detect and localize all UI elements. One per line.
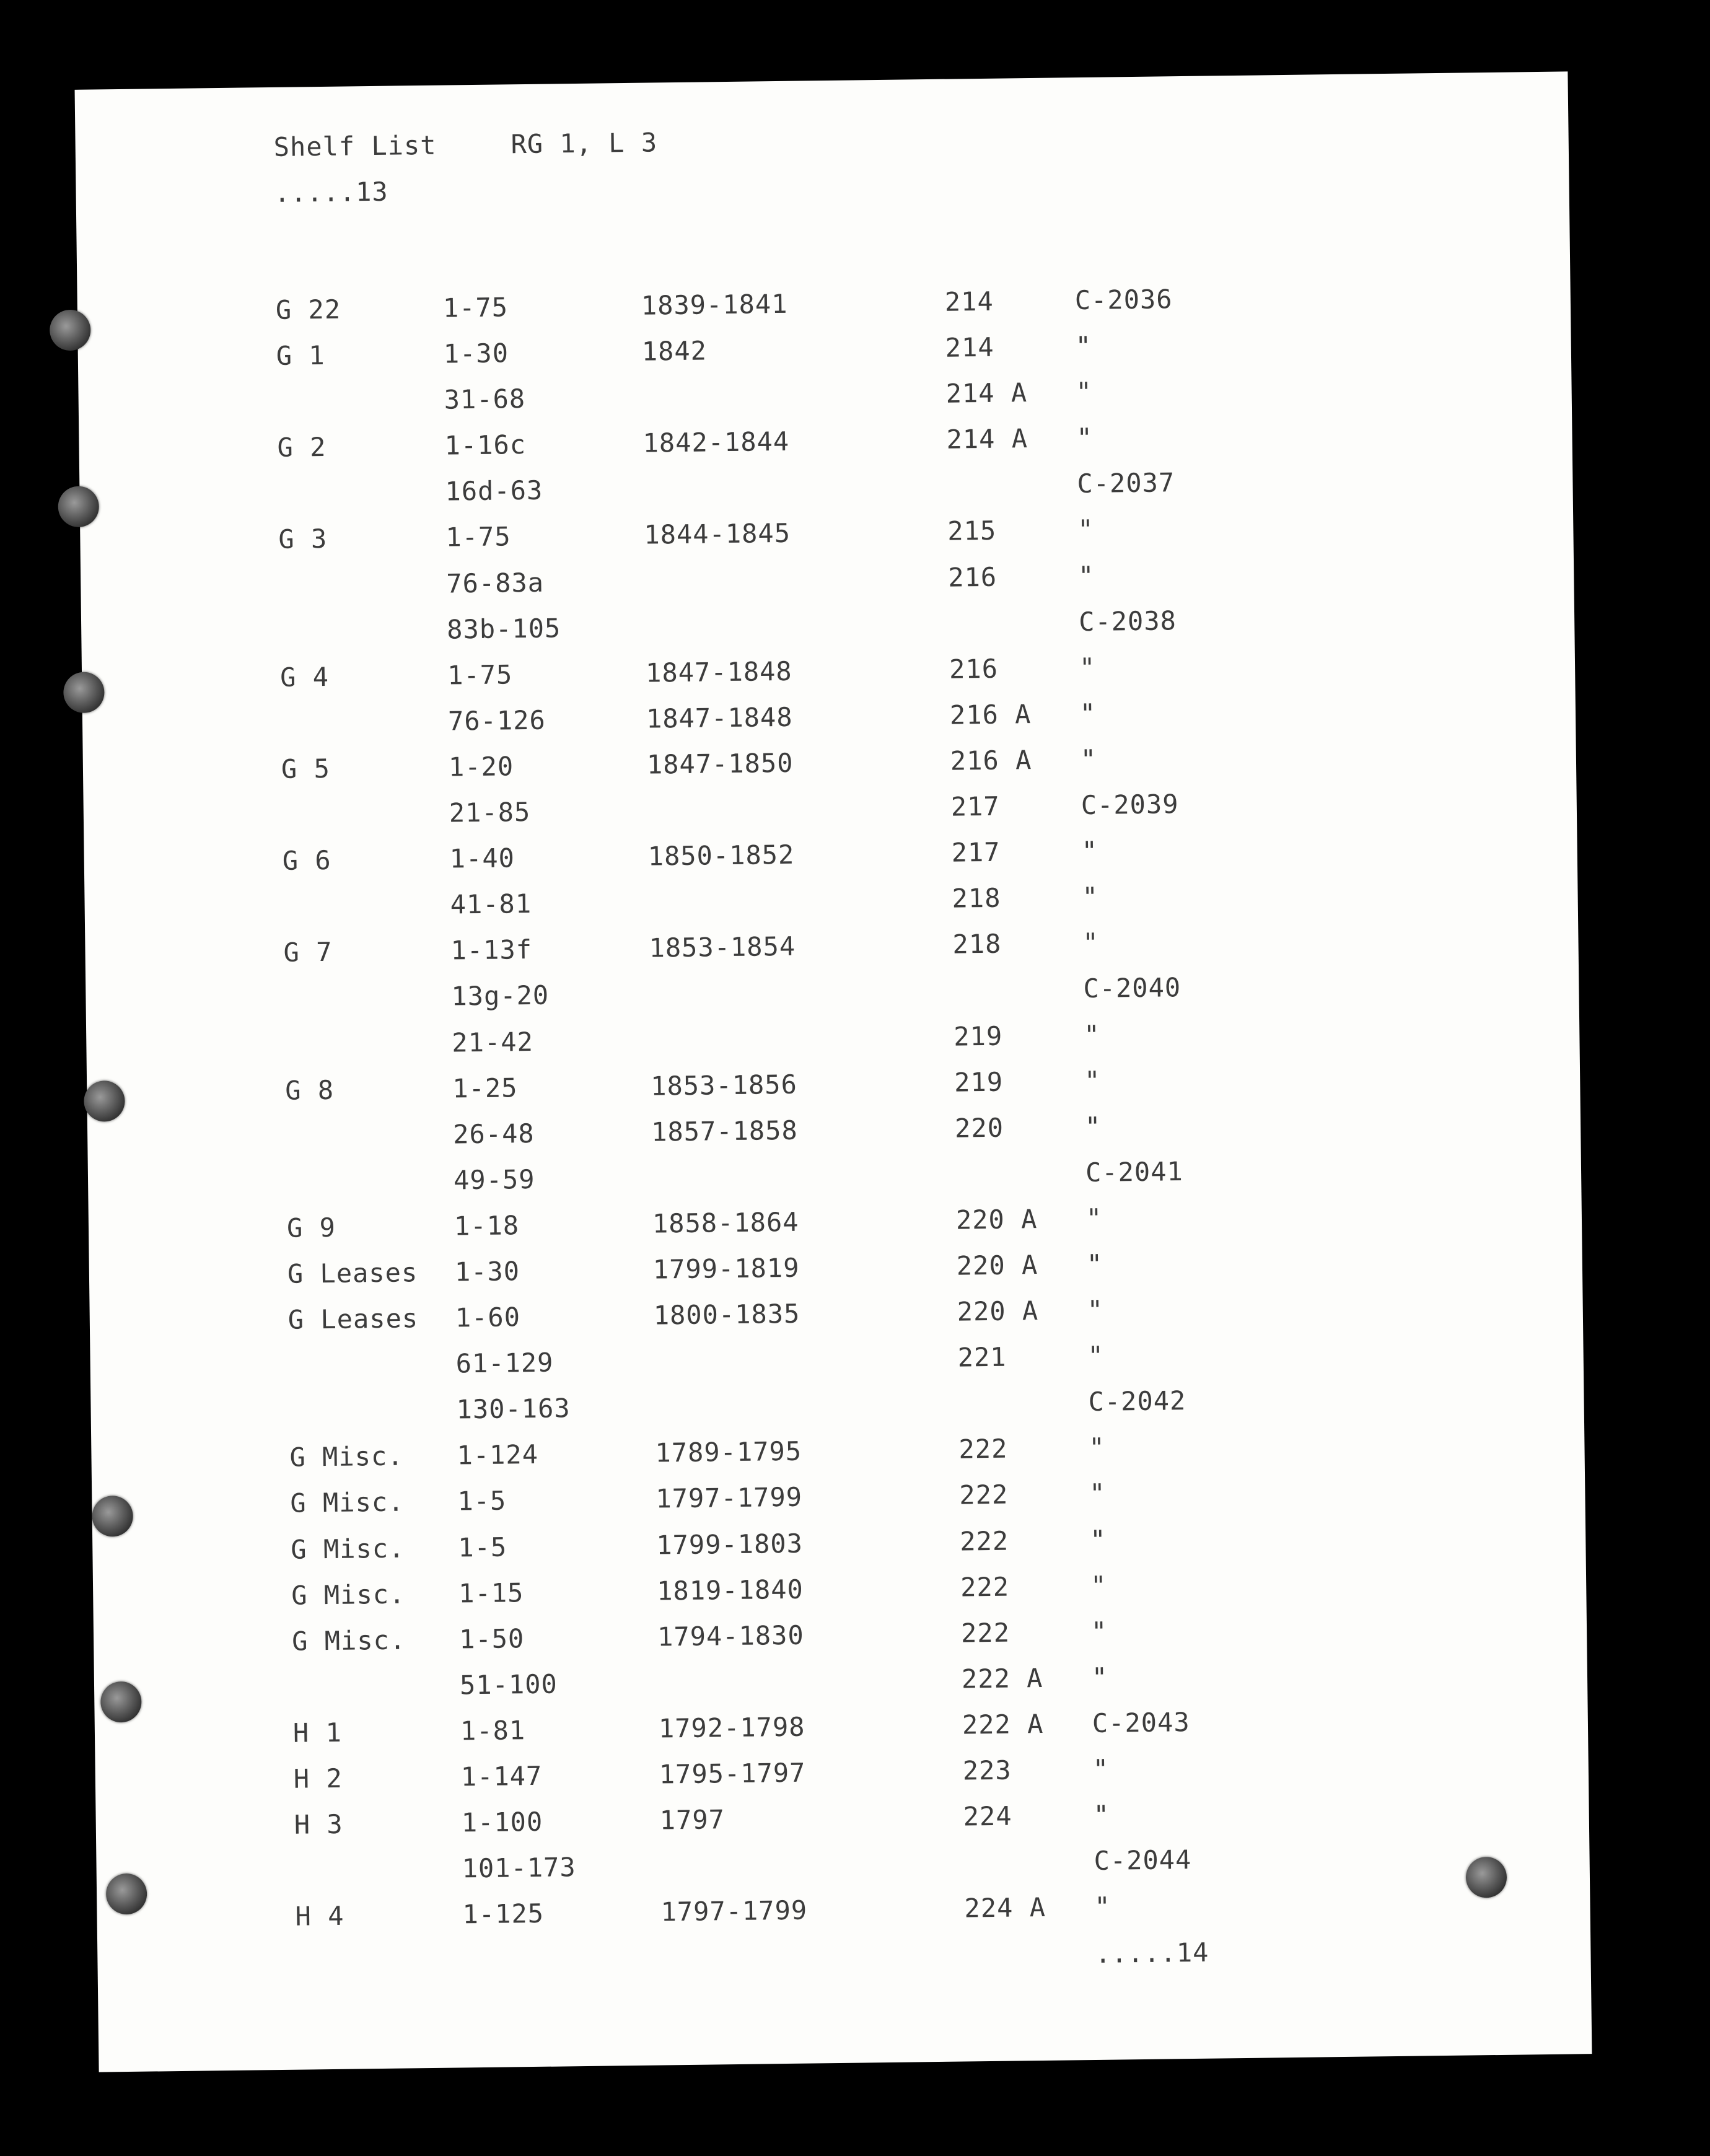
cell-box: 216 [947, 561, 998, 593]
cell-shelf: C-2042 [1088, 1385, 1186, 1418]
cell-shelf: " [1090, 1616, 1108, 1647]
cell-items: 21-42 [452, 1026, 534, 1058]
page-marker: .....13 [274, 176, 388, 208]
shelf-list-table [275, 275, 1410, 1941]
cell-box: 222 [960, 1617, 1011, 1649]
cell-shelf: " [1077, 514, 1094, 545]
cell-shelf: " [1092, 1753, 1110, 1784]
cell-box: 216 [949, 653, 999, 685]
cell-shelf: " [1083, 1019, 1100, 1050]
cell-items: 1-147 [460, 1760, 543, 1792]
cell-shelf: " [1091, 1662, 1108, 1693]
cell-shelf: " [1084, 1065, 1101, 1096]
punch-hole-icon [84, 1080, 125, 1122]
cell-dates: 1795-1797 [659, 1757, 806, 1790]
cell-shelf: " [1075, 330, 1092, 362]
cell-items: 26-48 [452, 1118, 535, 1150]
cell-items: 1-40 [449, 843, 515, 874]
cell-box: 216 A [950, 744, 1032, 776]
cell-items: 1-125 [462, 1898, 545, 1930]
cell-dates: 1844-1845 [644, 518, 791, 551]
cell-series: G Misc. [291, 1533, 405, 1565]
cell-shelf: " [1080, 743, 1097, 775]
cell-box: 223 [962, 1755, 1012, 1786]
cell-items: 61-129 [455, 1347, 554, 1379]
punch-hole-icon [1466, 1857, 1507, 1898]
cell-items: 21-85 [449, 796, 531, 828]
cell-items: 51-100 [459, 1668, 558, 1701]
cell-box: 222 A [961, 1662, 1043, 1694]
cell-shelf: C-2038 [1078, 605, 1177, 637]
cell-dates: 1850-1852 [647, 839, 795, 872]
cell-items: 31-68 [444, 383, 526, 415]
next-page-marker: .....14 [1095, 1937, 1209, 1969]
cell-shelf: C-2040 [1083, 972, 1182, 1004]
punch-hole-icon [100, 1681, 142, 1723]
cell-items: 1-18 [454, 1210, 520, 1242]
cell-box: 222 [959, 1479, 1009, 1511]
cell-box: 218 [952, 882, 1001, 914]
cell-box: 222 [960, 1571, 1010, 1603]
cell-series: G 5 [281, 753, 331, 784]
cell-shelf: " [1082, 927, 1100, 958]
cell-series: H 3 [294, 1808, 343, 1840]
cell-series: G Leases [287, 1257, 418, 1289]
punch-hole-icon [63, 672, 105, 713]
cell-series: H 4 [295, 1901, 344, 1932]
cell-items: 76-83a [446, 567, 545, 599]
cell-items: 1-15 [458, 1577, 524, 1609]
cell-dates: 1797-1799 [660, 1895, 808, 1927]
cell-box: 214 [944, 286, 994, 317]
cell-items: 13g-20 [451, 980, 550, 1012]
cell-series: H 1 [292, 1717, 343, 1748]
cell-dates: 1819-1840 [656, 1574, 804, 1606]
cell-shelf: " [1081, 835, 1098, 867]
cell-box: 224 [963, 1800, 1012, 1832]
cell-series: G 8 [285, 1074, 335, 1106]
cell-shelf: " [1084, 1111, 1102, 1142]
cell-series: G 3 [278, 524, 328, 555]
cell-shelf: " [1079, 698, 1097, 729]
cell-items: 1-20 [448, 751, 514, 782]
cell-items: 1-30 [454, 1256, 520, 1287]
cell-items: 1-75 [442, 292, 509, 323]
cell-shelf: C-2041 [1085, 1155, 1184, 1188]
cell-box: 222 [958, 1433, 1008, 1465]
cell-shelf: C-2043 [1092, 1706, 1190, 1738]
cell-box: 216 A [949, 698, 1032, 730]
cell-box: 217 [950, 791, 1000, 822]
cell-dates: 1858-1864 [652, 1206, 799, 1239]
cell-box: 219 [954, 1020, 1003, 1052]
cell-series: G Misc. [291, 1579, 406, 1611]
cell-items: 1-81 [460, 1715, 526, 1746]
cell-box: 220 A [957, 1295, 1039, 1327]
cell-items: 1-50 [458, 1623, 525, 1655]
cell-series: H 2 [293, 1763, 343, 1794]
cell-items: 1-5 [457, 1485, 507, 1517]
cell-shelf: " [1090, 1570, 1107, 1601]
cell-items: 130-163 [456, 1393, 571, 1425]
cell-box: 214 [945, 331, 994, 363]
cell-box: 222 A [962, 1708, 1044, 1740]
cell-dates: 1797 [659, 1804, 726, 1836]
cell-dates: 1799-1803 [656, 1528, 804, 1561]
cell-series: G Misc. [289, 1440, 404, 1473]
cell-dates: 1839-1841 [641, 288, 788, 321]
cell-items: 1-13f [450, 934, 533, 966]
cell-shelf: C-2039 [1081, 789, 1179, 821]
cell-series: G Leases [287, 1303, 419, 1335]
cell-dates: 1794-1830 [657, 1619, 804, 1652]
cell-dates: 1847-1848 [646, 701, 793, 734]
cell-dates: 1853-1854 [649, 931, 796, 963]
punch-hole-icon [50, 310, 91, 351]
cell-items: 49-59 [453, 1163, 535, 1196]
cell-items: 1-30 [443, 338, 509, 369]
cell-series: G Misc. [290, 1486, 405, 1519]
cell-items: 101-173 [462, 1852, 576, 1884]
cell-shelf: " [1077, 560, 1095, 591]
cell-box: 222 [959, 1525, 1009, 1557]
cell-items: 1-124 [457, 1439, 539, 1471]
cell-shelf: " [1089, 1432, 1106, 1463]
cell-dates: 1853-1856 [650, 1069, 798, 1102]
cell-items: 1-16c [444, 429, 527, 461]
cell-shelf: " [1089, 1478, 1106, 1509]
document-header [273, 120, 658, 216]
cell-dates: 1842-1844 [642, 426, 790, 458]
cell-shelf: " [1087, 1294, 1104, 1326]
cell-series: G 2 [277, 432, 327, 463]
cell-items: 1-100 [461, 1806, 543, 1838]
cell-dates: 1797-1799 [656, 1482, 803, 1514]
cell-shelf: " [1085, 1203, 1103, 1234]
cell-items: 1-60 [455, 1302, 521, 1333]
cell-series: G 9 [286, 1212, 336, 1243]
cell-shelf: " [1076, 377, 1093, 408]
cell-items: 1-5 [458, 1532, 507, 1562]
cell-shelf: C-2036 [1074, 284, 1173, 316]
cell-box: 218 [952, 928, 1002, 960]
cell-box: 220 [954, 1112, 1004, 1144]
punch-hole-icon [106, 1873, 147, 1915]
cell-items: 76-126 [447, 704, 546, 737]
cell-box: 217 [951, 836, 1001, 868]
cell-dates: 1842 [641, 335, 708, 367]
cell-shelf: " [1082, 881, 1099, 913]
cell-shelf: C-2037 [1077, 467, 1175, 499]
cell-box: 220 A [956, 1249, 1038, 1281]
punch-hole-icon [58, 486, 99, 527]
cell-shelf: " [1079, 652, 1096, 683]
document-title: Shelf List [273, 129, 437, 162]
cell-items: 1-25 [452, 1072, 518, 1104]
punch-hole-icon [92, 1496, 133, 1537]
cell-box: 219 [954, 1066, 1004, 1098]
cell-shelf: " [1076, 423, 1094, 454]
cell-box: 224 A [964, 1892, 1046, 1924]
record-group: RG 1, L 3 [511, 127, 658, 160]
cell-shelf: " [1087, 1340, 1105, 1372]
cell-dates: 1789-1795 [655, 1436, 802, 1468]
cell-dates: 1792-1798 [658, 1711, 805, 1744]
cell-box: 220 A [955, 1203, 1038, 1235]
cell-shelf: C-2044 [1094, 1844, 1192, 1877]
cell-series: G 22 [275, 294, 341, 325]
cell-dates: 1857-1858 [651, 1115, 799, 1147]
cell-box: 214 A [946, 423, 1028, 455]
cell-dates: 1847-1848 [645, 655, 792, 688]
cell-shelf: " [1089, 1524, 1107, 1555]
cell-box: 215 [947, 515, 997, 547]
cell-dates: 1799-1819 [652, 1252, 800, 1285]
cell-box: 214 A [945, 377, 1028, 409]
cell-items: 1-75 [445, 521, 511, 553]
cell-shelf: " [1094, 1891, 1112, 1922]
paper-sheet [75, 71, 1592, 2072]
cell-dates: 1800-1835 [653, 1298, 800, 1331]
cell-series: G 6 [282, 845, 331, 876]
cell-shelf: " [1093, 1799, 1110, 1831]
cell-items: 16d-63 [445, 475, 543, 507]
cell-items: 1-75 [447, 659, 513, 691]
cell-box: 221 [957, 1341, 1007, 1373]
cell-series: G Misc. [291, 1624, 406, 1657]
cell-items: 41-81 [450, 888, 532, 920]
cell-dates: 1847-1850 [646, 747, 794, 780]
cell-series: G 1 [276, 340, 325, 371]
cell-series: G 7 [283, 937, 333, 968]
cell-items: 83b-105 [446, 612, 561, 645]
cell-shelf: " [1086, 1248, 1103, 1279]
cell-series: G 4 [279, 661, 330, 693]
